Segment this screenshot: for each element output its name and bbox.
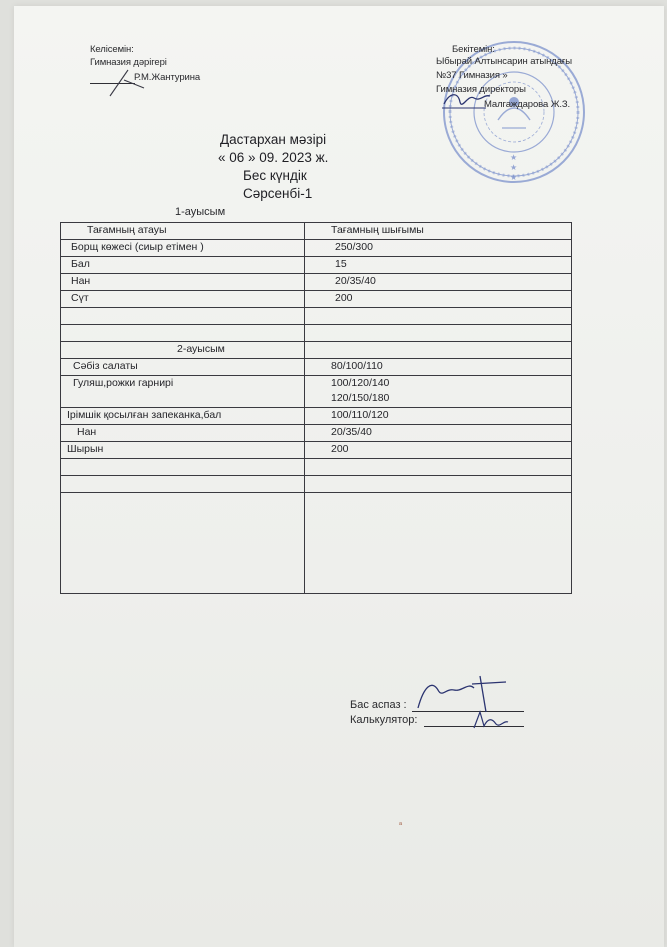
table-row [61,425,572,442]
table-row [61,291,572,308]
director-signature [440,86,492,114]
dish-name: Гуляш,рожки гарнирі [61,376,305,408]
menu-day: Сәрсенбі-1 [243,186,313,201]
shift-1-label: 1-ауысым [175,206,226,218]
dish-yield-alt: 120/150/180 [331,392,390,404]
empty-row [61,476,572,493]
table-row [61,274,572,291]
agreed-label: Келісемін: [90,44,134,55]
dish-yield: 100/120/140 [331,377,390,389]
ink-mark-icon: ᵃ [399,820,402,829]
table-row [61,257,572,274]
table-row [61,442,572,459]
dish-name: Нан [61,425,305,442]
dish-yield: 100/110/120 [305,408,572,425]
header-dish-yield: Тағамның шығымы [305,223,572,240]
table-header-row [61,223,572,240]
doctor-role: Гимназия дәрігері [90,57,167,68]
chef-label: Бас аспаз : [350,699,407,711]
org-line-2: №37 Гимназия » [436,70,508,81]
header-dish-name: Тағамның атауы [61,223,305,240]
dish-yield: 250/300 [305,240,572,257]
empty-row [61,308,572,325]
empty-row [61,493,572,594]
menu-date: « 06 » 09. 2023 ж. [218,150,329,165]
shift-2-row [61,342,572,359]
dish-name: Ірімшік қосылған запеканка,бал [61,408,305,425]
calculator-label: Калькулятор: [350,714,418,726]
dish-yield: 20/35/40 [305,274,572,291]
menu-period: Бес күндік [243,168,307,183]
table-row [61,376,572,408]
table-row [61,359,572,376]
dish-name: Сәбіз салаты [61,359,305,376]
svg-text:★: ★ [510,173,518,182]
dish-name: Борщ көжесі (сиыр етімен ) [61,240,305,257]
dish-yield: 200 [305,291,572,308]
org-line-1: Ыбырай Алтынсарин атындағы [436,56,573,67]
dish-name: Сүт [61,291,305,308]
shift-2-label: 2-ауысым [61,342,305,359]
empty-row [61,325,572,342]
approved-label: Бекітемін: [452,44,495,55]
dish-yield: 200 [305,442,572,459]
svg-text:★: ★ [510,163,518,172]
dish-yield: 15 [305,257,572,274]
doctor-signature [98,66,148,100]
dish-name: Нан [61,274,305,291]
director-role: Гимназия директоры [436,84,526,95]
empty-row [61,459,572,476]
table-row [61,240,572,257]
table-row [61,408,572,425]
calculator-signature [470,708,510,732]
dish-name: Шырын [61,442,305,459]
director-name: Малгаждарова Ж.З. [484,99,571,110]
dish-yield: 80/100/110 [305,359,572,376]
svg-text:★: ★ [510,153,518,162]
dish-yield: 20/35/40 [305,425,572,442]
dish-yield-cell [305,376,572,408]
dish-name: Бал [61,257,305,274]
menu-title: Дастархан мәзірі [220,132,327,147]
doctor-name: Р.М.Жантурина [134,72,201,83]
menu-table [60,222,572,594]
